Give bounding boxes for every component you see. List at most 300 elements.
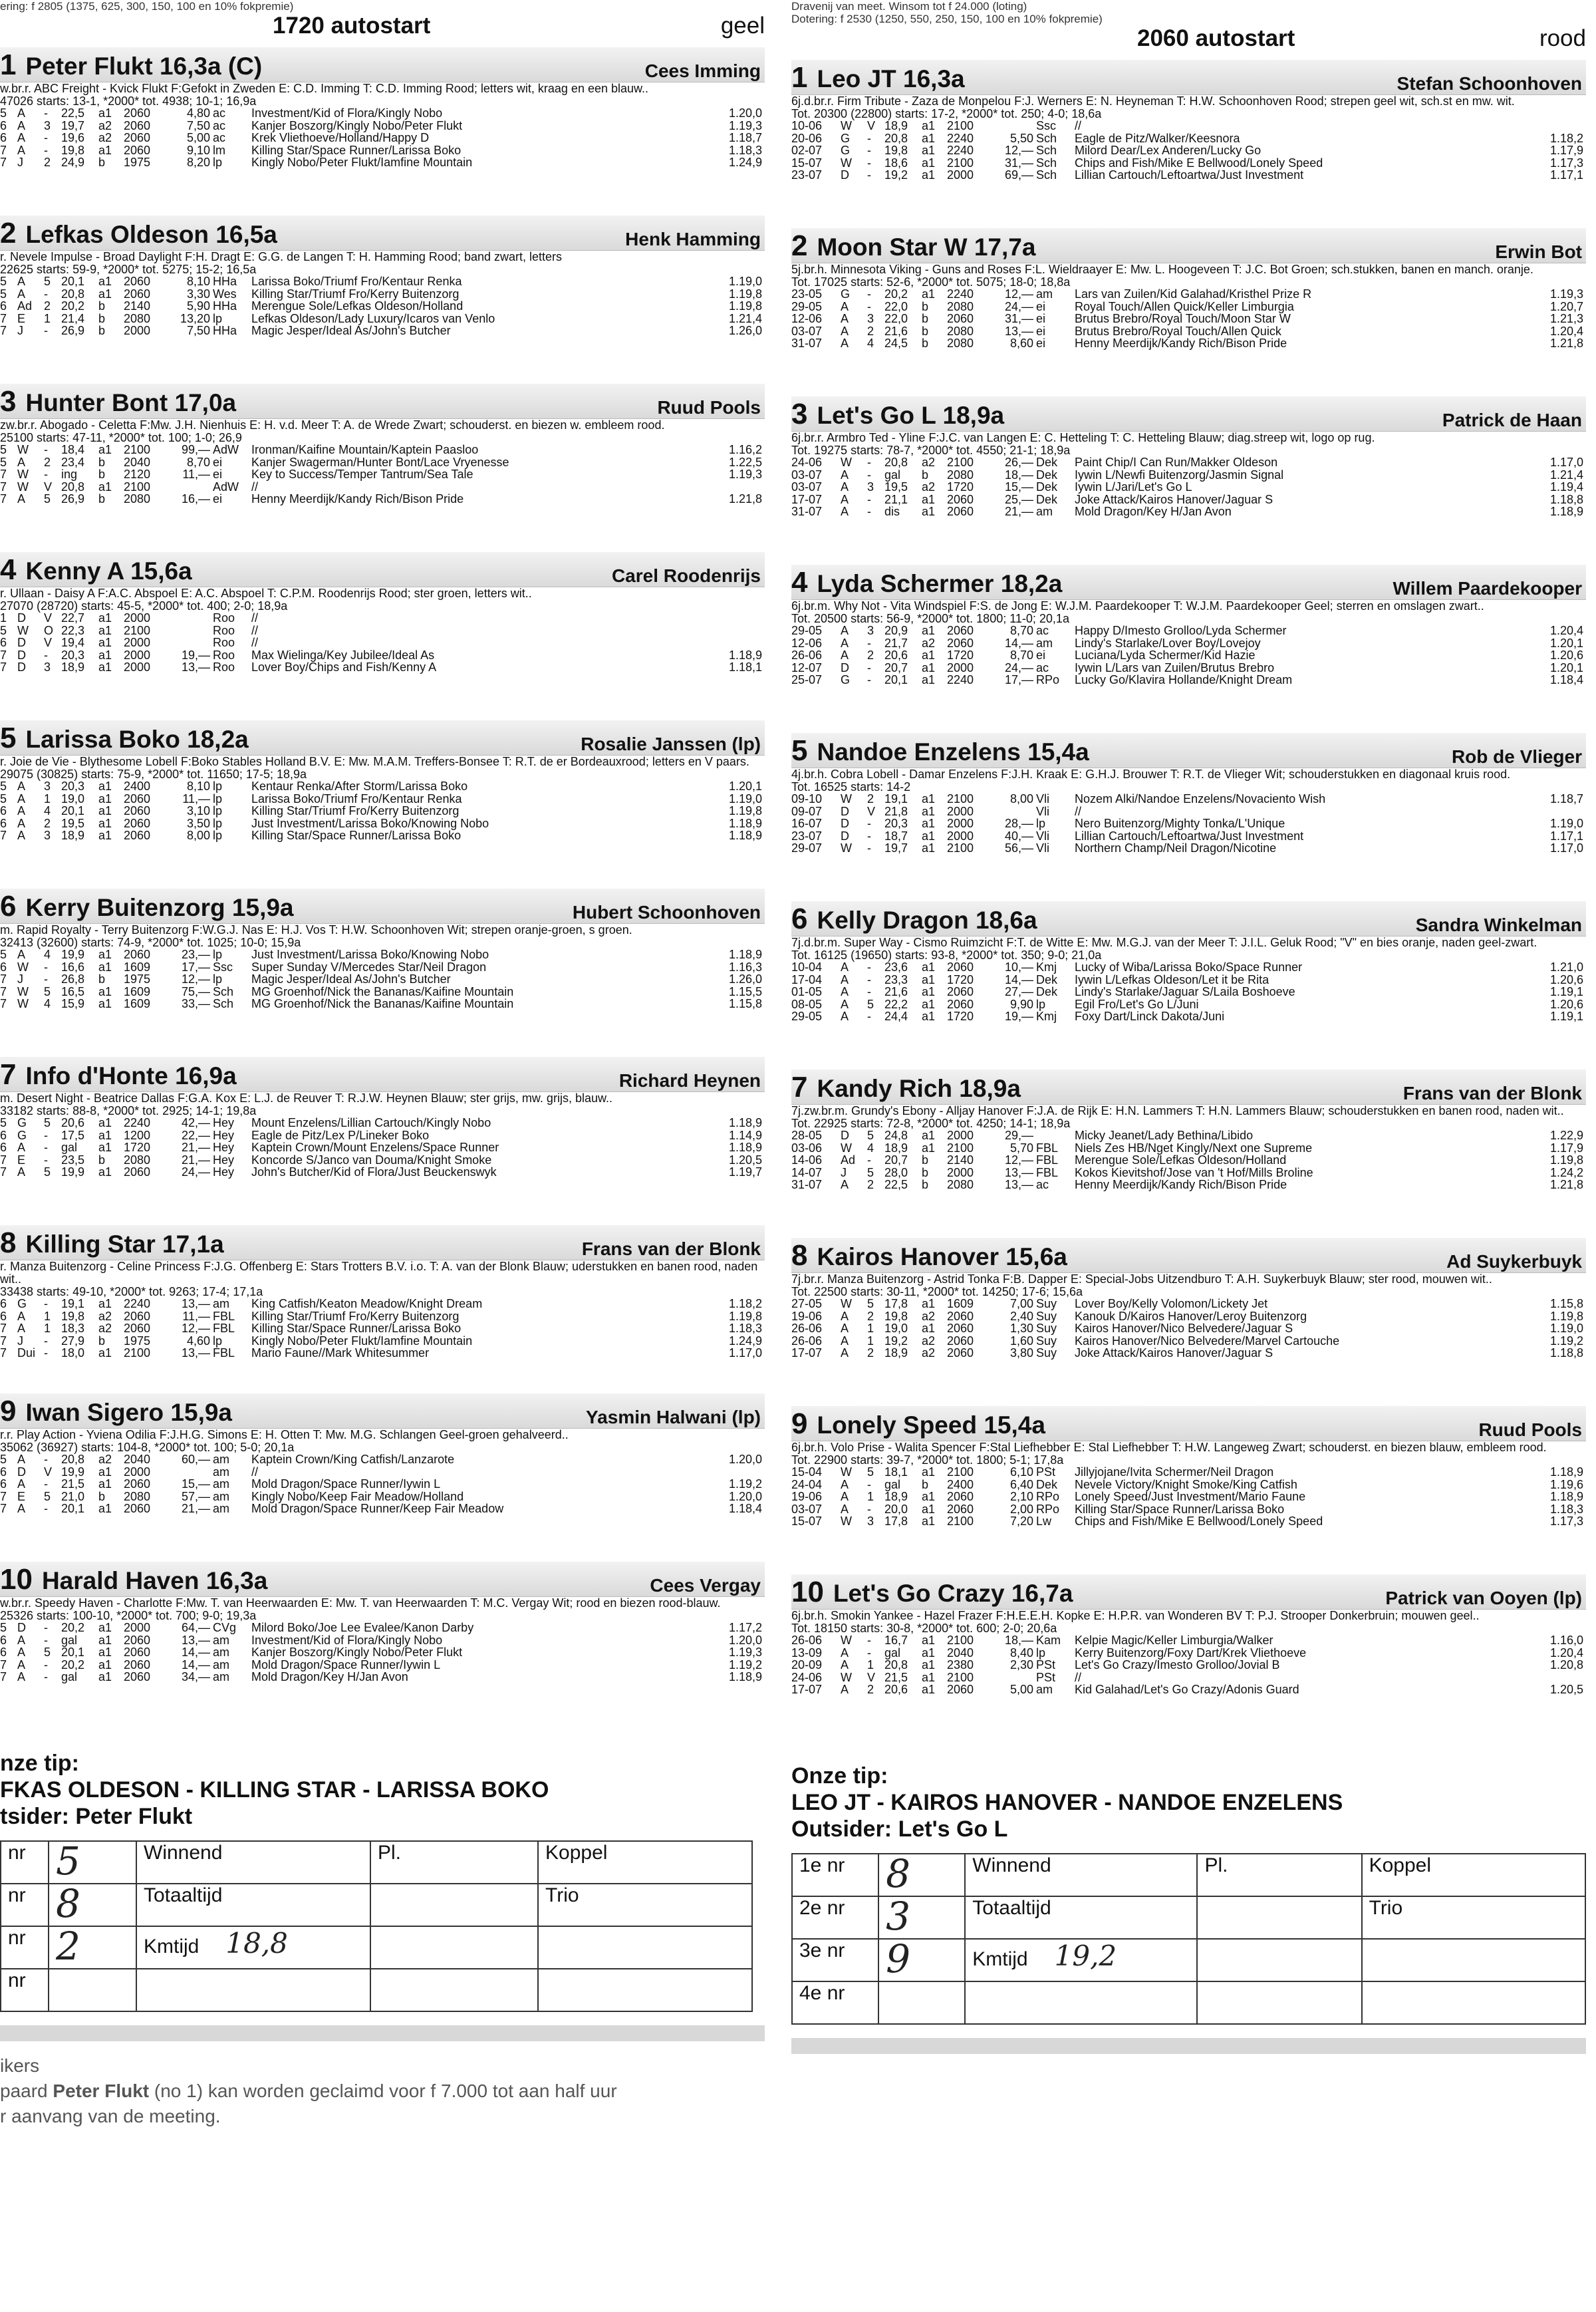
form-handwritten-number[interactable]: [49, 1926, 136, 1969]
result-cell: a1: [98, 275, 112, 288]
results-table: [0, 780, 765, 842]
result-cell: 1: [44, 311, 51, 325]
result-row: [791, 1347, 1586, 1360]
form-handwritten-number[interactable]: [878, 1936, 965, 1981]
driver-name: Ad Suykerbuyk: [1446, 1251, 1582, 1272]
result-cell: 2400: [124, 780, 151, 793]
result-cell: Iywin L/Lars van Zuilen/Brutus Brebro: [1075, 660, 1275, 674]
result-cell: 11,—: [182, 792, 210, 805]
result-cell: b: [922, 468, 929, 482]
result-cell: 7: [0, 1165, 7, 1179]
result-cell: 2000: [124, 1465, 151, 1479]
form-bet-type: [136, 1926, 370, 1969]
form-handwritten-number[interactable]: [878, 1896, 965, 1939]
horse-number: 8: [791, 1239, 808, 1272]
result-cell: 26-06: [791, 1322, 823, 1335]
result-cell: 21,1: [884, 492, 908, 506]
horse-number: 4: [791, 566, 808, 599]
result-cell: a1: [98, 623, 112, 637]
result-cell: 2120: [124, 468, 151, 481]
horse-entry: [0, 552, 765, 720]
horse-name-bar: [0, 216, 765, 251]
result-cell: a2: [98, 1453, 112, 1466]
result-cell: 19,6: [61, 131, 85, 144]
result-cell: D: [17, 636, 26, 649]
result-cell: 2060: [947, 1502, 974, 1516]
result-cell: 08-05: [791, 997, 823, 1011]
result-cell: G: [841, 287, 851, 301]
horse-title: [0, 890, 294, 923]
result-cell: am: [1036, 1683, 1053, 1696]
result-cell: lm: [213, 143, 225, 157]
horse-number: 4: [0, 553, 17, 586]
result-row: [791, 1129, 1586, 1142]
form-handwritten-number[interactable]: [878, 1851, 965, 1896]
driver-name: Henk Hamming: [625, 229, 761, 249]
result-cell: 02-07: [791, 144, 823, 157]
result-cell: 17-04: [791, 972, 823, 986]
driver-name: Ruud Pools: [1478, 1419, 1582, 1440]
result-row: [791, 1310, 1586, 1323]
result-row: [791, 469, 1586, 482]
driver-name: Hubert Schoonhoven: [572, 902, 761, 923]
form-handwritten-number[interactable]: [49, 1881, 136, 1926]
result-cell: 3: [867, 312, 874, 325]
horse-number: 6: [0, 890, 17, 923]
result-cell: A: [841, 1178, 849, 1191]
race-color-label: geel: [720, 13, 765, 39]
result-cell: 1.21,8: [1549, 1178, 1583, 1191]
result-cell: Killing Star/Triumf Fro/Kerry Buitenzorg: [251, 804, 460, 817]
result-cell: 1.16,0: [1549, 1634, 1583, 1647]
result-cell: 20,3: [61, 780, 85, 793]
result-cell: A: [17, 1658, 26, 1671]
result-cell: Northern Champ/Neil Dragon/Nicotine: [1075, 841, 1277, 855]
result-cell: 12,—: [181, 1322, 210, 1335]
result-cell: 1.24,9: [728, 156, 762, 169]
result-cell: Royal Touch/Allen Quick/Keller Limburgia: [1075, 299, 1294, 313]
result-cell: 21,5: [884, 1670, 908, 1684]
horse-name: Lyda Schermer 18,2a: [817, 570, 1063, 597]
result-cell: 31-07: [791, 505, 823, 518]
result-row: [791, 986, 1586, 998]
result-cell: 24-04: [791, 1477, 823, 1491]
result-cell: a2: [98, 1309, 112, 1323]
result-cell: 1.14,9: [728, 1128, 762, 1142]
horse-name-bar: [791, 1238, 1586, 1273]
result-cell: 2060: [947, 636, 974, 650]
form-row: [1, 1926, 752, 1969]
result-cell: a1: [98, 1621, 112, 1634]
result-cell: 6: [0, 131, 7, 144]
result-cell: 29-07: [791, 841, 823, 855]
result-cell: a1: [922, 985, 936, 998]
result-cell: Iywin L/Lefkas Oldeson/Let it be Rita: [1075, 972, 1269, 986]
result-row: [0, 817, 765, 830]
result-cell: [168, 625, 213, 637]
result-cell: 6: [0, 1128, 7, 1142]
result-cell: Kingly Nobo/Peter Flukt/Iamfine Mountain: [251, 1334, 473, 1348]
result-row: [791, 1671, 1586, 1684]
result-cell: 11,—: [182, 468, 210, 481]
result-cell: 1.18,9: [1549, 505, 1583, 518]
result-row: [0, 1466, 765, 1479]
result-cell: Henny Meerdijk/Kandy Rich/Bison Pride: [251, 492, 464, 506]
result-cell: 6,10: [1009, 1465, 1033, 1479]
result-cell: 19,9: [61, 1465, 85, 1479]
result-cell: Roo: [213, 636, 235, 649]
result-cell: -: [44, 143, 48, 157]
result-cell: Hey: [213, 1128, 235, 1142]
results-table: [0, 1622, 765, 1683]
result-cell: 18,—: [1004, 468, 1033, 482]
result-cell: -: [867, 1634, 871, 1647]
result-cell: ei: [1036, 337, 1046, 350]
result-cell: 5: [0, 1116, 7, 1129]
result-cell: A: [17, 131, 26, 144]
result-cell: Hey: [213, 1153, 235, 1167]
form-place-cell: [1197, 1939, 1361, 1981]
handwritten-digit: 8: [56, 1881, 80, 1926]
result-cell: 1.21,0: [1549, 960, 1583, 974]
result-cell: 2100: [124, 623, 151, 637]
result-cell: 5: [0, 623, 7, 637]
result-cell: [991, 1671, 1036, 1684]
result-cell: 16-07: [791, 817, 823, 830]
result-row: [791, 301, 1586, 313]
result-cell: W: [17, 468, 29, 481]
horse-pedigree: 7j.br.r. Manza Buitenzorg - Astrid Tonka F:B. Dapper E: Special-Jobs Uitzendburo T: A.H. Suykerbuyk Blauw; ster rood, mouwen wit..: [791, 1273, 1492, 1286]
result-cell: D: [841, 168, 849, 182]
result-cell: A: [841, 480, 849, 494]
result-row: [0, 1129, 765, 1142]
result-cell: Killing Star/Triumf Fro/Kerry Buitenzorg: [251, 1309, 460, 1323]
result-cell: 20,6: [61, 1116, 85, 1129]
form-row: [792, 1896, 1585, 1939]
result-cell: A: [17, 492, 26, 506]
result-cell: ei: [1036, 324, 1046, 338]
result-cell: 01-05: [791, 985, 823, 998]
result-cell: Mold Dragon/Space Runner/Keep Fair Meadow: [251, 1502, 504, 1515]
result-cell: Foxy Dart/Linck Dakota/Juni: [1075, 1010, 1225, 1023]
result-cell: 7,50: [186, 118, 210, 132]
result-cell: 6: [0, 1465, 7, 1479]
result-cell: 24-06: [791, 1670, 823, 1684]
result-cell: A: [17, 106, 26, 120]
result-cell: 29-05: [791, 624, 823, 637]
form-bet-label: Winnend: [144, 1842, 223, 1864]
result-cell: b: [922, 1477, 929, 1491]
result-cell: 12,—: [1004, 144, 1033, 157]
result-cell: 03-07: [791, 1502, 823, 1516]
result-cell: 2080: [124, 492, 151, 506]
result-cell: 13,—: [1004, 1165, 1033, 1179]
result-cell: 20,8: [884, 1658, 908, 1671]
result-cell: 5: [44, 1165, 51, 1179]
handwritten-digit: 3: [886, 1894, 910, 1939]
result-cell: 2100: [947, 841, 974, 855]
result-cell: [1036, 1129, 1075, 1142]
race-header: [0, 13, 765, 47]
result-cell: 64,—: [181, 1621, 210, 1634]
result-cell: A: [17, 1165, 26, 1179]
result-cell: 7: [0, 480, 7, 494]
result-cell: 19,0: [61, 792, 85, 805]
results-table: [791, 961, 1586, 1023]
result-cell: -: [867, 299, 871, 313]
horse-totals: Tot. 20300 (22800) starts: 17-2, *2000* tot. 250; 4-0; 18,6a: [791, 107, 1102, 120]
result-cell: 1720: [124, 1141, 151, 1154]
result-cell: 1.19,4: [1549, 480, 1583, 494]
result-cell: 1.18,9: [728, 948, 762, 961]
result-cell: Lover Boy/Kelly Volomon/Lickety Jet: [1075, 1297, 1268, 1310]
result-row: [0, 649, 765, 662]
result-cell: A: [841, 337, 849, 350]
result-cell: 19,1: [884, 792, 908, 805]
result-cell: J: [17, 156, 23, 169]
result-cell: 3,80: [1009, 1346, 1033, 1360]
horse-name-bar: [791, 1574, 1586, 1610]
left-race-column: [0, 0, 765, 2129]
result-cell: Suy: [1036, 1334, 1057, 1348]
result-cell: 12,—: [1004, 1153, 1033, 1167]
result-cell: -: [44, 324, 48, 337]
result-cell: 2: [867, 792, 874, 805]
result-cell: Dek: [1036, 456, 1058, 469]
result-cell: 2060: [124, 143, 151, 157]
result-cell: 31-07: [791, 1178, 823, 1191]
result-cell: 15,—: [1004, 480, 1033, 494]
result-cell: 9,90: [1009, 997, 1033, 1011]
result-cell: FBL: [1036, 1165, 1059, 1179]
result-cell: A: [841, 1683, 849, 1696]
result-cell: 1.17,3: [1549, 156, 1583, 170]
result-cell: ac: [1036, 660, 1049, 674]
result-cell: 5,90: [186, 299, 210, 313]
result-cell: 18,9: [61, 829, 85, 842]
result-cell: ac: [213, 131, 226, 144]
result-cell: 29,—: [1004, 1129, 1033, 1142]
result-cell: -: [44, 106, 48, 120]
result-cell: 10-06: [791, 119, 823, 132]
result-cell: Roo: [213, 611, 235, 625]
result-cell: am: [213, 1633, 230, 1647]
result-cell: a1: [98, 443, 112, 456]
result-cell: 2060: [947, 1322, 974, 1335]
result-row: [791, 1634, 1586, 1647]
result-cell: 7: [0, 1322, 7, 1335]
horse-number: 2: [791, 229, 808, 262]
result-cell: 1.20,1: [1549, 660, 1583, 674]
horse-pedigree: 7j.zw.br.m. Grundy's Ebony - Alljay Hanover F:J.A. de Rijk E: H.N. Lammers T: H.N. Lammers Blauw; schouderstukken en banen rood, naden wit..: [791, 1105, 1564, 1117]
result-cell: a2: [98, 131, 112, 144]
result-cell: -: [44, 960, 48, 974]
result-cell: a1: [922, 168, 936, 182]
horse-pedigree: 6j.br.h. Smokin Yankee - Hazel Frazer F:H.E.E.H. Kopke E: H.P.R. van Wonderen BV T: P.J. Strooper Donkerbruin; mouwen geel..: [791, 1610, 1480, 1622]
form-bet-type: [965, 1981, 1197, 2024]
horse-totals: 35062 (36927) starts: 104-8, *2000* tot. 100; 5-0; 20,1a: [0, 1441, 295, 1454]
result-cell: 2240: [124, 1116, 151, 1129]
result-cell: 2060: [124, 1670, 151, 1683]
result-row: [0, 493, 765, 506]
results-table: [0, 1298, 765, 1360]
result-cell: 57,—: [181, 1489, 210, 1503]
result-cell: 7,00: [1009, 1297, 1033, 1310]
result-cell: 26-06: [791, 649, 823, 662]
result-cell: 5: [0, 106, 7, 120]
result-cell: 2040: [947, 1646, 974, 1660]
result-cell: 8,70: [186, 455, 210, 469]
result-row: [0, 961, 765, 974]
result-cell: 2040: [124, 455, 151, 469]
result-cell: 42,—: [181, 1116, 210, 1129]
result-cell: 24,—: [1004, 299, 1033, 313]
result-cell: Lillian Cartouch/Leftoartwa/Just Investment: [1075, 829, 1304, 843]
result-cell: 24,8: [884, 1129, 908, 1142]
result-cell: 7: [0, 1670, 7, 1683]
result-cell: Sch: [1036, 144, 1057, 157]
result-cell: 24,9: [61, 156, 85, 169]
result-cell: Brutus Brebro/Royal Touch/Allen Quick: [1075, 324, 1281, 338]
tip-picks: LEO JT - KAIROS HANOVER - NANDOE ENZELENS: [791, 1790, 1343, 1815]
form-handwritten-number[interactable]: [49, 1969, 136, 2011]
result-cell: 8,20: [186, 156, 210, 169]
result-cell: b: [922, 337, 929, 350]
result-cell: Ssc: [1036, 119, 1057, 132]
result-cell: Let's Go Crazy/Imesto Grolloo/Jovial B: [1075, 1658, 1280, 1671]
driver-name: Cees Vergay: [650, 1575, 761, 1596]
result-cell: -: [867, 1646, 871, 1660]
result-row: [791, 637, 1586, 650]
form-bet-label: Totaaltijd: [144, 1884, 223, 1906]
result-row: [791, 1479, 1586, 1491]
result-row: [791, 1167, 1586, 1179]
result-row: [0, 637, 765, 649]
result-cell: -: [44, 1670, 48, 1683]
form-place-cell: Pl.: [1197, 1854, 1361, 1896]
result-cell: 2060: [947, 997, 974, 1011]
result-cell: W: [17, 960, 29, 974]
result-cell: 2100: [947, 119, 974, 132]
handwritten-digit: 2: [56, 1924, 80, 1969]
result-cell: 1.18,4: [1549, 673, 1583, 686]
result-cell: FBL: [213, 1322, 235, 1335]
result-cell: 1.18,9: [1549, 1465, 1583, 1479]
result-row: [0, 288, 765, 301]
horse-entry: [791, 1070, 1586, 1238]
result-cell: Vli: [1036, 841, 1050, 855]
result-cell: gal: [884, 1646, 901, 1660]
horse-pedigree: 5j.br.h. Minnesota Viking - Guns and Roses F:L. Wieldraayer E: Mw. L. Hoogeveen T: J.C. Bot Groen; sch.stukken, banen en manch. oranje.: [791, 263, 1533, 276]
result-cell: 1609: [124, 997, 151, 1010]
result-cell: A: [841, 324, 849, 338]
race-distance-start: 1720 autostart: [273, 13, 431, 39]
result-row: [0, 998, 765, 1010]
result-cell: 19,8: [884, 1309, 908, 1323]
result-cell: -: [44, 1128, 48, 1142]
result-cell: b: [922, 1178, 929, 1191]
result-cell: -: [867, 1010, 871, 1023]
tip-heading: nze tip:: [0, 1751, 79, 1776]
result-cell: lp: [213, 804, 223, 817]
footnote-text: paard: [0, 2081, 53, 2101]
result-cell: -: [867, 673, 871, 686]
result-cell: a1: [922, 1502, 936, 1516]
result-cell: 2: [867, 649, 874, 662]
result-row: [791, 1142, 1586, 1155]
result-cell: 2240: [947, 287, 974, 301]
handwritten-digit: 9: [886, 1936, 910, 1981]
result-row: [0, 275, 765, 288]
result-cell: b: [922, 1165, 929, 1179]
result-cell: Joke Attack/Kairos Hanover/Jaguar S: [1075, 1346, 1273, 1360]
result-row: [791, 132, 1586, 145]
result-cell: ac: [213, 106, 226, 120]
result-cell: 1.18,9: [728, 648, 762, 662]
result-cell: 1,30: [1009, 1322, 1033, 1335]
result-cell: Kairos Hanover/Nico Belvedere/Jaguar S: [1075, 1322, 1293, 1335]
form-handwritten-number[interactable]: [878, 1981, 965, 2024]
result-cell: -: [44, 443, 48, 456]
result-cell: am: [213, 1502, 230, 1515]
footnote-line: [0, 2079, 765, 2104]
result-cell: a1: [922, 1129, 936, 1142]
form-handwritten-number[interactable]: [49, 1838, 136, 1884]
result-cell: 23-07: [791, 829, 823, 843]
result-row: [791, 793, 1586, 805]
result-cell: 5: [0, 792, 7, 805]
result-cell: Kelpie Magic/Keller Limburgia/Walker: [1075, 1634, 1273, 1647]
result-cell: 2400: [947, 1477, 974, 1491]
horse-title: [0, 553, 192, 587]
result-cell: 2060: [124, 948, 151, 961]
result-cell: 69,—: [1004, 168, 1033, 182]
divider-bar: [0, 2025, 765, 2041]
result-cell: ei: [213, 455, 223, 469]
horse-totals: 47026 starts: 13-1, *2000* tot. 4938; 10-1; 16,9a: [0, 94, 257, 108]
result-cell: 20,9: [884, 624, 908, 637]
horse-name: Kelly Dragon 18,6a: [817, 907, 1037, 934]
result-cell: 1.19,8: [728, 804, 762, 817]
result-cell: lp: [213, 311, 223, 325]
result-cell: Super Sunday V/Mercedes Star/Neil Dragon: [251, 960, 487, 974]
result-cell: W: [841, 1141, 852, 1155]
result-cell: 2000: [947, 660, 974, 674]
result-cell: 13,—: [1004, 1178, 1033, 1191]
result-row: [791, 1322, 1586, 1335]
result-cell: W: [841, 456, 852, 469]
horse-name: Lefkas Oldeson 16,5a: [25, 221, 277, 248]
result-row: [791, 1466, 1586, 1479]
result-cell: 2: [867, 1683, 874, 1696]
result-cell: 33,—: [181, 997, 210, 1010]
result-cell: A: [841, 624, 849, 637]
result-cell: 1975: [124, 972, 151, 986]
result-cell: a1: [922, 1658, 936, 1671]
result-cell: -: [44, 1153, 48, 1167]
result-cell: HHa: [213, 299, 237, 313]
result-cell: 7: [0, 972, 7, 986]
result-cell: 18,1: [884, 1465, 908, 1479]
result-cell: 5,00: [1009, 1683, 1033, 1696]
result-cell: 2060: [124, 1165, 151, 1179]
result-cell: 2060: [947, 505, 974, 518]
result-cell: D: [841, 1129, 849, 1142]
horse-name: Larissa Boko 18,2a: [25, 726, 249, 753]
result-cell: 20,2: [61, 299, 85, 313]
result-cell: 5: [0, 948, 7, 961]
result-cell: D: [17, 1621, 26, 1634]
